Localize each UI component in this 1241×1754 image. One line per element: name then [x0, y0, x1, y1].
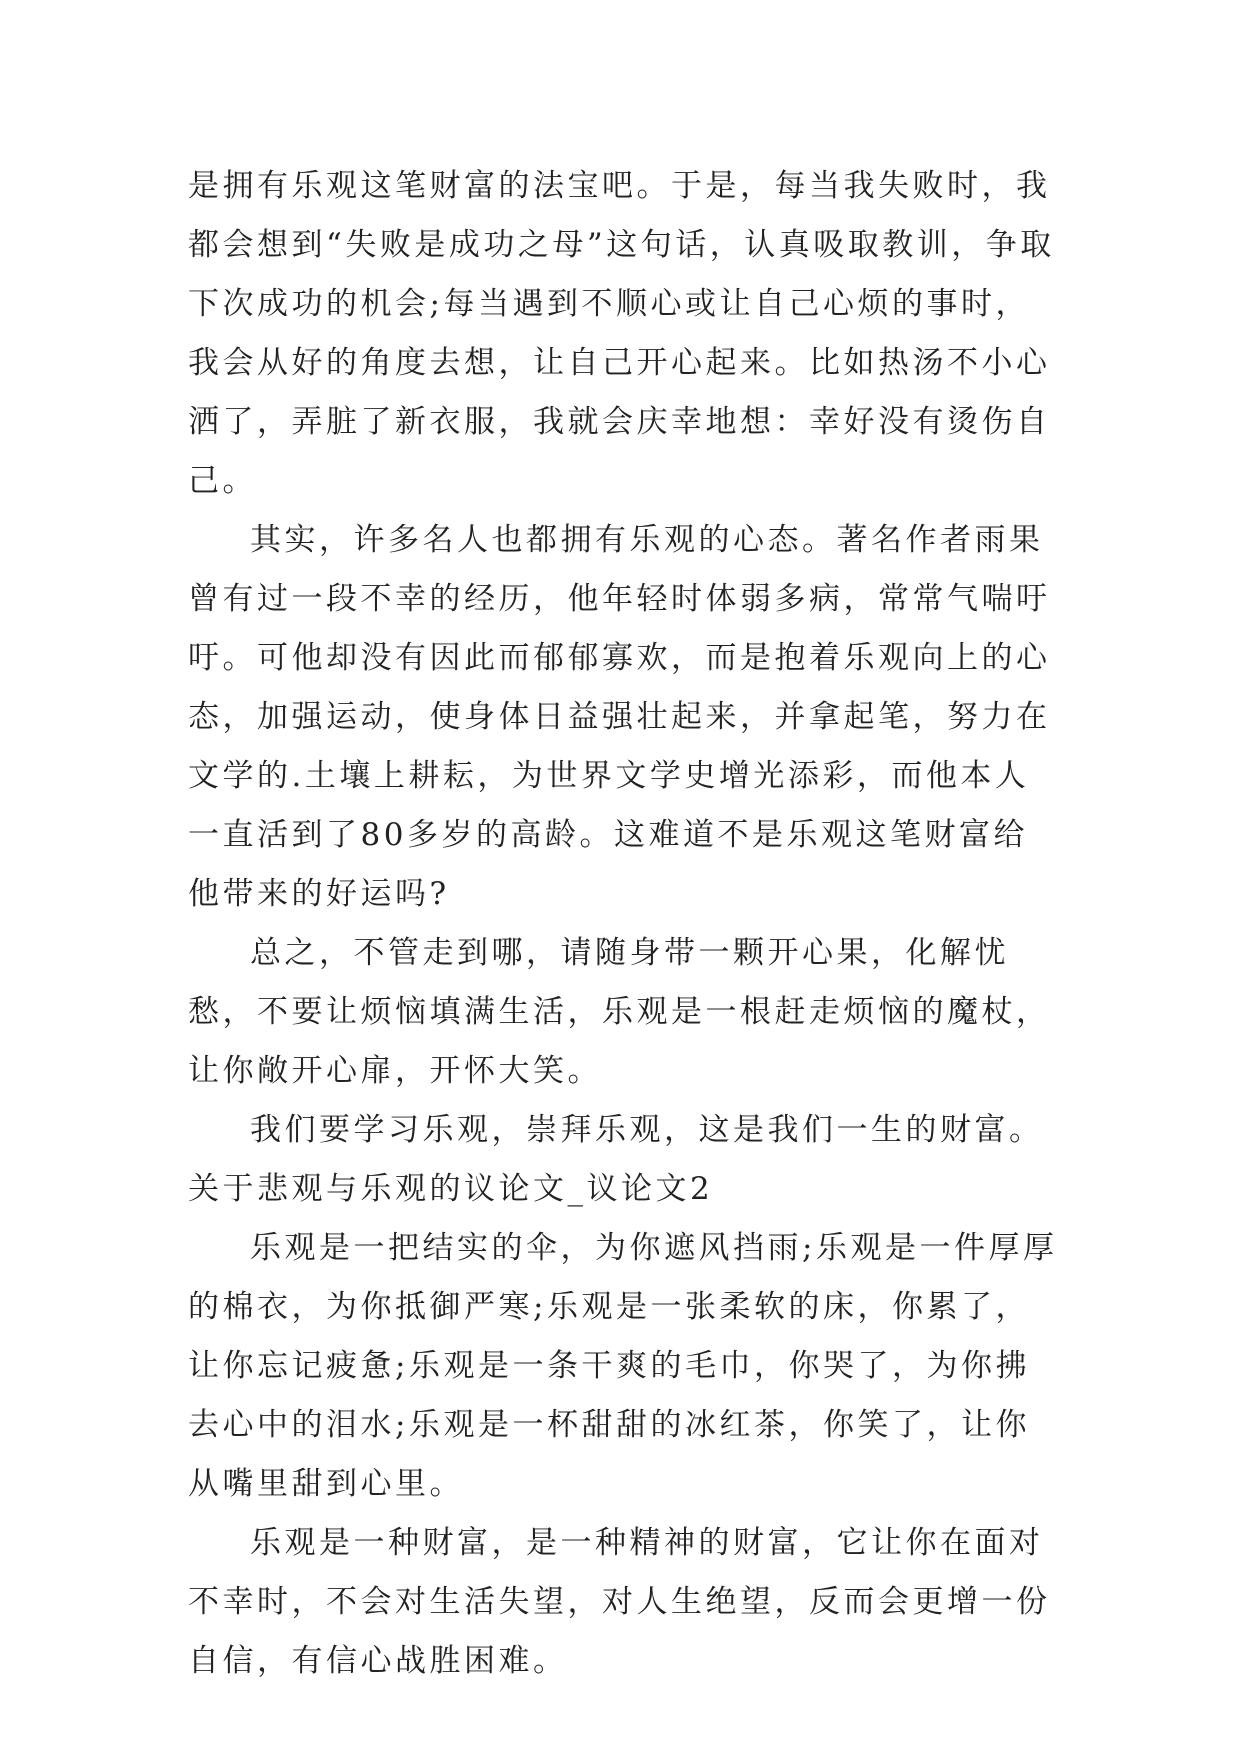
paragraph-3: 总之，不管走到哪，请随身带一颗开心果，化解忧愁，不要让烦恼填满生活，乐观是一根赶走烦恼的魔杖，让你敞开心扉，开怀大笑。: [188, 935, 1051, 1089]
paragraph-6: 乐观是一种财富，是一种精神的财富，它让你在面对不幸时，不会对生活失望，对人生绝望，反而会更增一份自信，有信心战胜困难。: [188, 1525, 1051, 1679]
document-body: [188, 157, 1058, 1691]
paragraph-4: 我们要学习乐观，崇拜乐观，这是我们一生的财富。: [250, 1112, 1044, 1148]
paragraph-1: 是拥有乐观这笔财富的法宝吧。于是，每当我失败时，我都会想到“失败是成功之母”这句话，认真吸取教训，争取下次成功的机会;每当遇到不顺心或让自己心烦的事时，我会从好的角度去想，让自己开心起来。比如热汤不小心洒了，弄脏了新衣服，我就会庆幸地想：幸好没有烫伤自己。: [188, 168, 1055, 499]
section-heading: 关于悲观与乐观的议论文_议论文2: [188, 1171, 714, 1207]
paragraph-2: 其实，许多名人也都拥有乐观的心态。著名作者雨果曾有过一段不幸的经历，他年轻时体弱多病，常常气喘吁吁。可他却没有因此而郁郁寡欢，而是抱着乐观向上的心态，加强运动，使身体日益强壮起来，并拿起笔，努力在文学的.土壤上耕耘，为世界文学史增光添彩，而他本人一直活到了80多岁的高龄。这难道不是乐观这笔财富给他带来的好运吗?: [188, 522, 1051, 912]
paragraph-5: 乐观是一把结实的伞，为你遮风挡雨;乐观是一件厚厚的棉衣，为你抵御严寒;乐观是一张柔软的床，你累了，让你忘记疲惫;乐观是一条干爽的毛巾，你哭了，为你拂去心中的泪水;乐观是一杯甜甜的冰红茶，你笑了，让你从嘴里甜到心里。: [188, 1230, 1058, 1502]
